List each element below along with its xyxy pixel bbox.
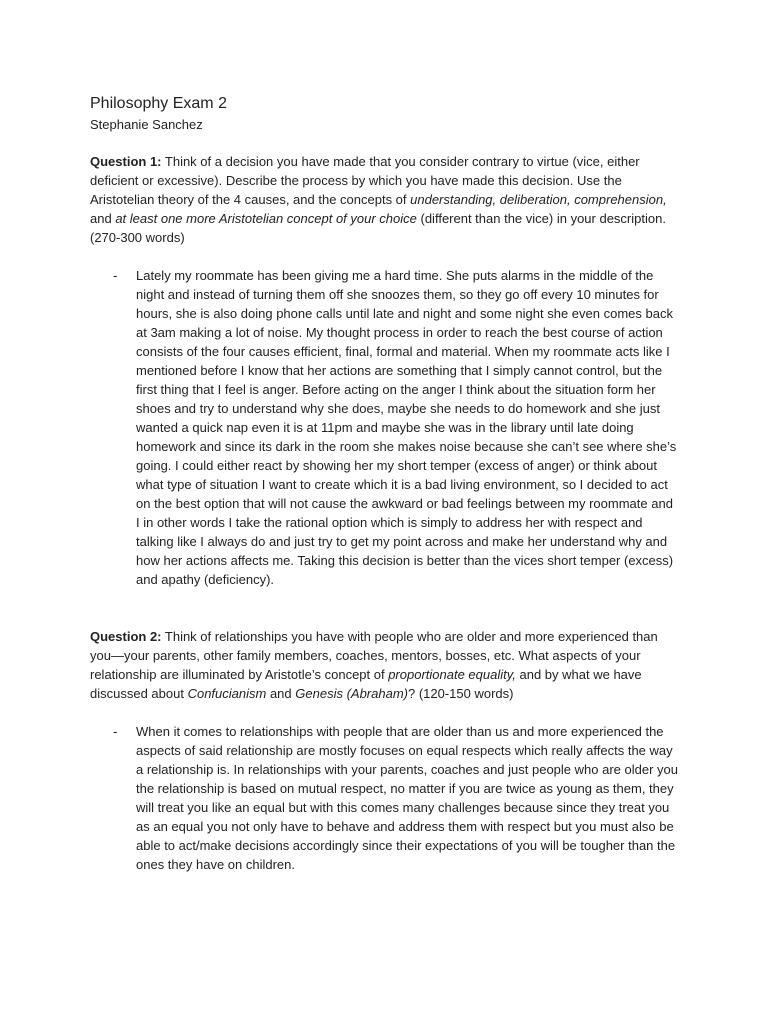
answer-2-text: When it comes to relationships with people that are older than us and more experienced the aspects of said relationship are mostly focuses on equal respects which really affects the way a relationship is. In relationships with your parents, coaches and just people who are older you the relationship is based on mutual respect, no matter if you are twice as young as them, they will treat you like an equal but with this comes many challenges because since they treat you as an equal you not only have to behave and address them with respect but you must also be able to act/make decisions accordingly since their expectations of you will be tougher than the ones they have on children.	[136, 724, 678, 872]
question-1-text-c: (different than the vice) in your description. (270-300 words)	[90, 211, 666, 245]
question-1	[90, 152, 678, 247]
answer-1-text: Lately my roommate has been giving me a hard time. She puts alarms in the middle of the night and instead of turning them off she snoozes them, so they go off every 10 minutes for hours, she is also doing phone calls until late and night and some night she even comes back at 3am making a lot of noise. My thought process in order to reach the best course of action consists of the four causes efficient, final, formal and material. When my roommate acts like I mentioned before I know that her actions are something that I simply cannot control, but the first thing that I feel is anger. Before acting on the anger I think about the situation form her shoes and try to understand why she does, maybe she needs to do homework and she just wanted a quick nap even it is at 11pm and maybe she was in the library until late doing homework and since its dark in the room she makes noise because she can’t see where she’s going. I could either react by showing her my short temper (excess of anger) or think about what type of situation I want to create which it is a bad living environment, so I decided to act on the best option that will not cause the awkward or bad feelings between my roommate and I in other words I take the rational option which is simply to address her with respect and talking like I always do and just try to get my point across and make her understand why and how her actions affects me. Taking this decision is better than the vices short temper (excess) and apathy (deficiency).	[136, 268, 677, 587]
question-1-text-a: Think of a decision you have made that you consider contrary to virtue (vice, either deficient or excessive). Describe the process by which you have made this decision. Use the Aristotelian theory of the 4 causes, and the concepts of	[90, 154, 640, 207]
question-2-text-d: ? (120-150 words)	[407, 686, 514, 701]
question-2-text-b: and by what we have discussed about	[90, 667, 642, 701]
question-2	[90, 627, 678, 703]
question-1-italic-a: understanding, deliberation, comprehension,	[410, 192, 667, 207]
document-page	[90, 94, 678, 874]
question-2-italic-a: proportionate equality,	[388, 667, 516, 682]
answer-1	[90, 266, 678, 589]
answer-1-bullet: -	[113, 268, 118, 283]
question-1-text-b: and	[90, 211, 116, 226]
answer-2	[90, 722, 678, 874]
answer-2-bullet: -	[113, 724, 118, 739]
question-1-italic-b: at least one more Aristotelian concept of your choice	[115, 211, 417, 226]
question-2-italic-b: Confucianism	[187, 686, 267, 701]
question-2-label: Question 2:	[90, 629, 162, 644]
question-2-italic-c: Genesis (Abraham)	[295, 686, 408, 701]
question-2-text-a: Think of relationships you have with people who are older and more experienced than you—your parents, other family members, coaches, mentors, bosses, etc. What aspects of your relationship are illuminated by Aristotle’s concept of	[90, 629, 658, 682]
author-name: Stephanie Sanchez	[90, 117, 203, 132]
document-title: Philosophy Exam 2	[90, 95, 227, 112]
question-1-label: Question 1:	[90, 154, 162, 169]
question-2-text-c: and	[266, 686, 296, 701]
